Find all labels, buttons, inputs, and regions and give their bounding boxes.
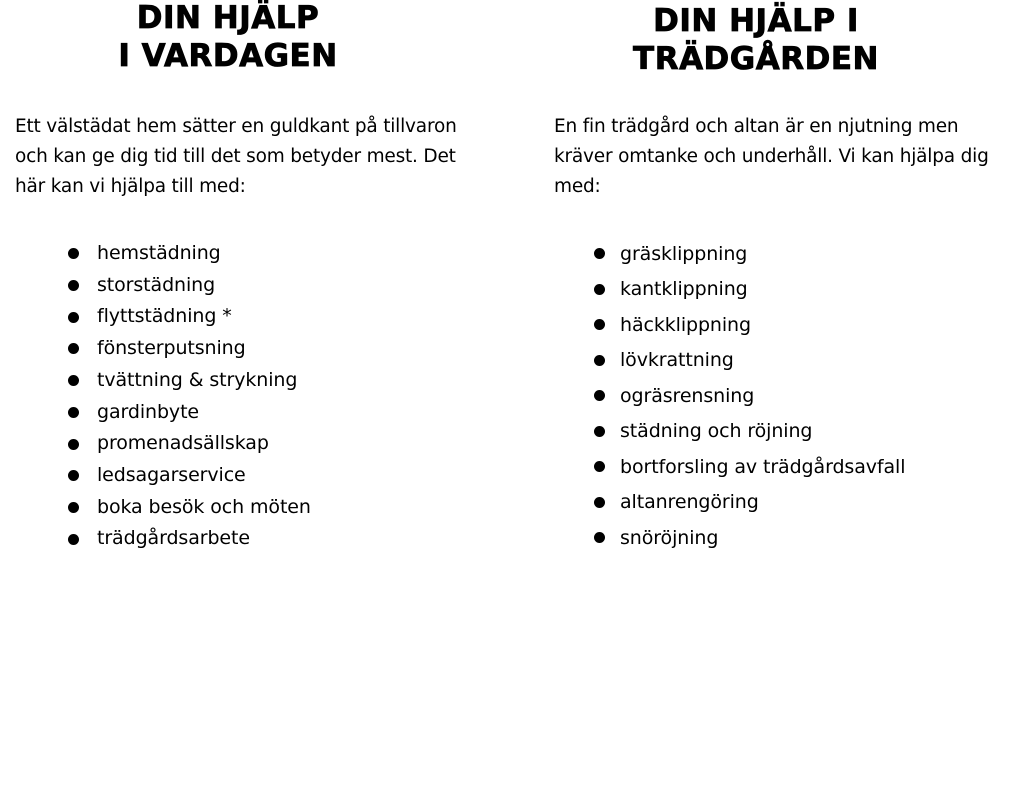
bullet-dot-icon — [68, 343, 79, 354]
list-item-label: tvättning & strykning — [97, 368, 298, 391]
bullet-dot-icon — [594, 355, 605, 366]
list-item — [68, 301, 311, 333]
list-item-label: lövkrattning — [620, 349, 734, 372]
list-item-label: städning och röjning — [620, 420, 813, 443]
list-item — [68, 460, 311, 492]
list-item-label: bortforsling av trädgårdsavfall — [620, 455, 906, 478]
list-item — [68, 523, 311, 555]
list-item-label: häckklippning — [620, 313, 751, 336]
bullet-dot-icon — [594, 497, 605, 508]
left-heading-line-2: I VARDAGEN — [118, 38, 338, 74]
left-heading-line-1: DIN HJÄLP — [136, 0, 320, 36]
bullet-dot-icon — [594, 390, 605, 401]
right-heading-line-2: TRÄDGÅRDEN — [633, 41, 879, 77]
left-service-list — [68, 238, 311, 555]
bullet-dot-icon — [594, 319, 605, 330]
list-item-label: hemstädning — [97, 242, 221, 264]
list-item — [68, 492, 311, 524]
bullet-dot-icon — [594, 284, 605, 295]
list-item — [594, 236, 905, 272]
list-item — [594, 307, 905, 343]
bullet-dot-icon — [68, 534, 79, 545]
list-item-label: storstädning — [97, 273, 216, 296]
list-item — [594, 378, 905, 414]
bullet-dot-icon — [594, 461, 605, 472]
list-item-label: trädgårdsarbete — [97, 527, 250, 550]
list-item-label: flyttstädning * — [97, 305, 232, 328]
right-heading-line-1: DIN HJÄLP I — [653, 3, 859, 39]
bullet-dot-icon — [68, 470, 79, 481]
bullet-dot-icon — [68, 280, 79, 291]
list-item — [68, 238, 311, 270]
list-item — [68, 397, 311, 429]
left-intro: Ett välstädat hem sätter en guldkant på tillvaron och kan ge dig tid till det som betyder mest. Det här kan vi hjälpa till med: — [15, 116, 457, 197]
list-item — [68, 270, 311, 302]
list-item-label: boka besök och möten — [97, 495, 311, 518]
bullet-dot-icon — [594, 426, 605, 437]
bullet-dot-icon — [68, 248, 79, 259]
bullet-dot-icon — [68, 407, 79, 418]
list-item — [68, 333, 311, 365]
bullet-dot-icon — [68, 312, 79, 323]
right-intro: En fin trädgård och altan är en njutning men kräver omtanke och underhåll. Vi kan hjälpa dig med: — [554, 116, 989, 197]
list-item-label: gardinbyte — [97, 400, 200, 423]
list-item-label: altanrengöring — [620, 491, 759, 514]
list-item — [594, 343, 905, 379]
list-item — [68, 428, 311, 460]
left-heading — [0, 0, 456, 75]
bullet-dot-icon — [594, 532, 605, 543]
list-item — [68, 365, 311, 397]
right-heading — [540, 2, 972, 78]
list-item-label: snöröjning — [620, 526, 719, 549]
list-item-label: promenadsällskap — [97, 432, 269, 455]
right-service-list — [594, 236, 905, 556]
list-item — [594, 449, 905, 485]
list-item-label: gräsklippning — [620, 242, 748, 265]
bullet-dot-icon — [594, 248, 605, 259]
list-item-label: fönsterputsning — [97, 337, 246, 360]
list-item-label: kantklippning — [620, 278, 748, 301]
bullet-dot-icon — [68, 375, 79, 386]
list-item — [594, 414, 905, 450]
bullet-dot-icon — [68, 439, 79, 450]
list-item-label: ogräsrensning — [620, 384, 755, 407]
list-item-label: ledsagarservice — [97, 463, 246, 486]
list-item — [594, 520, 905, 556]
bullet-dot-icon — [68, 502, 79, 513]
list-item — [594, 272, 905, 308]
list-item — [594, 485, 905, 521]
